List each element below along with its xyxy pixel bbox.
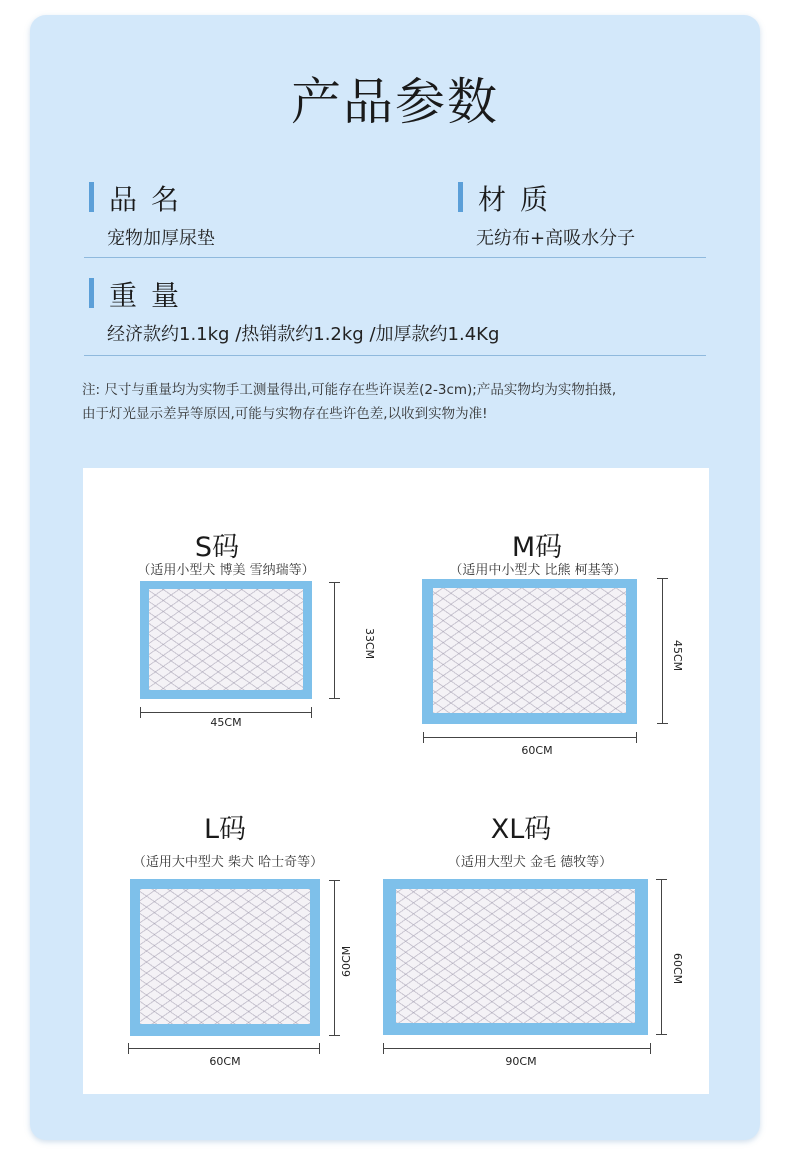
param-material-value: 无纺布+高吸水分子 xyxy=(476,228,636,249)
size-l-height-line xyxy=(334,880,335,1036)
divider xyxy=(84,355,706,356)
size-xl-pad xyxy=(383,879,648,1035)
size-l-title: L码 xyxy=(203,814,247,845)
size-m-width-line xyxy=(423,737,637,738)
size-xl-width-label: 90CM xyxy=(505,1055,537,1068)
size-s-height-line xyxy=(334,582,335,699)
size-m-subtitle: （适用中小型犬 比熊 柯基等） xyxy=(449,563,627,578)
size-xl-height-label: 60CM xyxy=(671,953,684,985)
measurement-note xyxy=(82,378,712,426)
accent-bar xyxy=(89,182,94,212)
pad-grid xyxy=(433,588,626,713)
size-l-height-label: 60CM xyxy=(340,945,353,977)
size-m-width-label: 60CM xyxy=(521,744,553,757)
param-material-label: 材质 xyxy=(478,183,563,216)
size-m-pad xyxy=(422,579,637,724)
size-l-subtitle: （适用大中型犬 柴犬 哈士奇等） xyxy=(132,855,324,870)
size-s-height-label: 33CM xyxy=(363,628,376,660)
size-xl-title: XL码 xyxy=(490,814,552,845)
divider xyxy=(84,257,706,258)
pad-grid xyxy=(396,889,635,1023)
size-xl-subtitle: （适用大型犬 金毛 德牧等） xyxy=(447,855,613,870)
size-xl-height-line xyxy=(661,879,662,1035)
note-line: 由于灯光显示差异等原因,可能与实物存在些许色差,以收到实物为准! xyxy=(82,406,488,422)
page-title: 产品参数 xyxy=(291,73,499,131)
param-name-value: 宠物加厚尿垫 xyxy=(107,228,215,249)
size-s-width-line xyxy=(140,712,312,713)
size-l-width-label: 60CM xyxy=(209,1055,241,1068)
size-m-title: M码 xyxy=(511,532,563,563)
pad-grid xyxy=(140,889,310,1024)
size-s-title: S码 xyxy=(194,532,240,563)
size-s-subtitle: （适用小型犬 博美 雪纳瑞等） xyxy=(137,563,315,578)
accent-bar xyxy=(89,278,94,308)
size-l-pad xyxy=(130,879,320,1036)
param-weight-value: 经济款约1.1kg /热销款约1.2kg /加厚款约1.4Kg xyxy=(107,324,500,345)
note-line: 注: 尺寸与重量均为实物手工测量得出,可能存在些许误差(2-3cm);产品实物均为实物拍摄, xyxy=(82,382,617,398)
size-s-width-label: 45CM xyxy=(210,716,242,729)
size-m-height-line xyxy=(662,578,663,724)
pad-grid xyxy=(149,589,303,690)
size-l-width-line xyxy=(128,1048,320,1049)
param-weight-label: 重量 xyxy=(109,279,194,312)
accent-bar xyxy=(458,182,463,212)
size-xl-width-line xyxy=(383,1048,651,1049)
param-name-label: 品名 xyxy=(109,183,194,216)
size-s-pad xyxy=(140,581,312,699)
size-m-height-label: 45CM xyxy=(671,640,684,672)
